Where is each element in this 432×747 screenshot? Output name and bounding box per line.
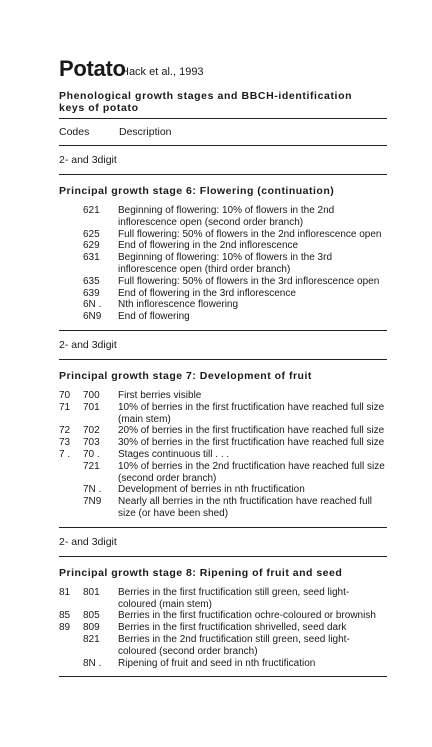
subtitle: Phenological growth stages and BBCH-identification keys of potato xyxy=(59,90,353,114)
code-2digit xyxy=(59,634,83,658)
section-end-rule xyxy=(59,676,387,677)
code-2digit: 73 xyxy=(59,437,71,449)
code-3digit: 635 xyxy=(83,275,100,287)
table-row xyxy=(59,634,387,658)
code-2digit xyxy=(59,205,83,229)
sections xyxy=(59,153,387,677)
title-line xyxy=(59,52,387,82)
row-description: End of flowering in the 3rd inflorescence xyxy=(118,287,296,299)
row-description: End of flowering in the 2nd inflorescence xyxy=(118,240,299,252)
digit-label: 2- and 3digit xyxy=(59,154,117,166)
stage-title: Principal growth stage 6: Flowering (continuation) xyxy=(59,185,335,197)
code-2digit xyxy=(59,229,83,241)
digit-label: 2- and 3digit xyxy=(59,338,117,351)
row-description: Development of berries in nth fructification xyxy=(118,484,305,496)
stage-entries xyxy=(59,390,387,520)
digit-label: 2- and 3digit xyxy=(59,535,117,548)
table-row xyxy=(59,496,387,520)
code-2digit xyxy=(59,658,83,670)
table-row xyxy=(59,205,387,229)
table-row xyxy=(59,587,387,611)
row-description: Nearly all berries in the nth fructification have reached full size (or have been shed) xyxy=(118,496,373,519)
row-description: Ripening of fruit and seed in nth fructification xyxy=(118,657,316,669)
section-rule xyxy=(59,174,387,175)
code-3digit: 629 xyxy=(83,240,100,252)
code-2digit xyxy=(59,484,83,496)
header-bottom-rule xyxy=(59,145,387,146)
row-description: End of flowering xyxy=(118,311,190,323)
description-header: Description xyxy=(119,126,172,138)
table-row xyxy=(59,299,387,311)
stage-title: Principal growth stage 7: Development of fruit xyxy=(59,369,312,382)
section-end-rule xyxy=(59,330,387,331)
codes-header: Codes xyxy=(59,126,90,138)
code-3digit: 821 xyxy=(83,633,100,645)
section-rule xyxy=(59,556,387,557)
code-2digit xyxy=(59,252,83,276)
code-3digit: 7N . xyxy=(83,484,102,496)
code-2digit: 7 . xyxy=(59,448,71,460)
code-3digit: 8N . xyxy=(83,657,102,669)
code-3digit: 631 xyxy=(83,252,100,264)
code-2digit xyxy=(59,496,83,520)
code-3digit: 805 xyxy=(83,610,100,622)
table-row xyxy=(59,402,387,426)
row-description: 30% of berries in the first fructification have reached full size xyxy=(118,437,385,449)
table-row xyxy=(59,461,387,485)
row-description: 20% of berries in the first fructification have reached full size xyxy=(118,425,385,437)
page-title: Potato xyxy=(59,56,126,81)
section-end-rule xyxy=(59,527,387,528)
row-description: Full flowering: 50% of flowers in the 3rd inflorescence open xyxy=(118,275,380,287)
table-row xyxy=(59,437,387,449)
row-description: 10% of berries in the 2nd fructification have reached full size (second order branch) xyxy=(118,460,385,484)
table-row xyxy=(59,288,387,300)
table-header xyxy=(59,119,387,145)
table-row xyxy=(59,390,387,402)
table-row xyxy=(59,229,387,241)
code-2digit: 85 xyxy=(59,610,71,622)
title-citation: Hack et al., 1993 xyxy=(121,66,204,78)
table-row xyxy=(59,252,387,276)
code-3digit: 621 xyxy=(83,205,100,216)
row-description: Beginning of flowering: 10% of flowers in the 2nd inflorescence open (second order branch) xyxy=(118,205,335,228)
code-3digit: 625 xyxy=(83,228,100,240)
row-description: 10% of berries in the first fructification have reached full size (main stem) xyxy=(118,401,385,425)
table-row xyxy=(59,425,387,437)
row-description: Berries in the 2nd fructification still green, seed light-coloured (second order branch) xyxy=(118,633,350,657)
code-3digit: 6N9 xyxy=(83,311,102,323)
code-2digit xyxy=(59,240,83,252)
code-2digit: 89 xyxy=(59,622,71,634)
code-2digit xyxy=(59,311,83,323)
code-3digit: 7N9 xyxy=(83,496,102,508)
stage-entries xyxy=(59,587,387,670)
code-2digit xyxy=(59,288,83,300)
table-row xyxy=(59,658,387,670)
code-2digit xyxy=(59,461,83,485)
row-description: Berries in the first fructification still green, seed light-coloured (main stem) xyxy=(118,586,350,610)
code-3digit: 703 xyxy=(83,437,100,449)
table-row xyxy=(59,610,387,622)
code-3digit: 702 xyxy=(83,425,100,437)
code-2digit: 81 xyxy=(59,586,71,598)
table-row xyxy=(59,240,387,252)
code-3digit: 701 xyxy=(83,401,100,413)
row-description: Stages continuous till . . . xyxy=(118,448,230,460)
code-2digit: 70 xyxy=(59,389,71,401)
code-3digit: 700 xyxy=(83,389,100,401)
row-description: Berries in the first fructification shrivelled, seed dark xyxy=(118,622,347,634)
row-description: Full flowering: 50% of flowers in the 2nd inflorescence open xyxy=(118,228,382,240)
table-row xyxy=(59,276,387,288)
code-3digit: 801 xyxy=(83,586,100,598)
row-description: Nth inflorescence flowering xyxy=(118,299,239,311)
document-page xyxy=(59,52,387,677)
code-2digit: 72 xyxy=(59,425,71,437)
code-2digit: 71 xyxy=(59,401,71,413)
row-description: First berries visible xyxy=(118,389,202,401)
table-row xyxy=(59,484,387,496)
code-3digit: 809 xyxy=(83,622,100,634)
code-3digit: 721 xyxy=(83,460,100,472)
row-description: Berries in the first fructification ochre-coloured or brownish xyxy=(118,610,376,622)
table-row xyxy=(59,449,387,461)
table-row xyxy=(59,311,387,323)
code-3digit: 639 xyxy=(83,287,100,299)
code-3digit: 6N . xyxy=(83,299,102,311)
code-3digit: 70 . xyxy=(83,448,100,460)
row-description: Beginning of flowering: 10% of flowers in the 3rd inflorescence open (third order branch) xyxy=(118,252,333,275)
stage-title: Principal growth stage 8: Ripening of fruit and seed xyxy=(59,566,343,579)
code-2digit xyxy=(59,276,83,288)
section-rule xyxy=(59,359,387,360)
table-row xyxy=(59,622,387,634)
stage-entries xyxy=(59,205,387,323)
code-2digit xyxy=(59,299,83,311)
